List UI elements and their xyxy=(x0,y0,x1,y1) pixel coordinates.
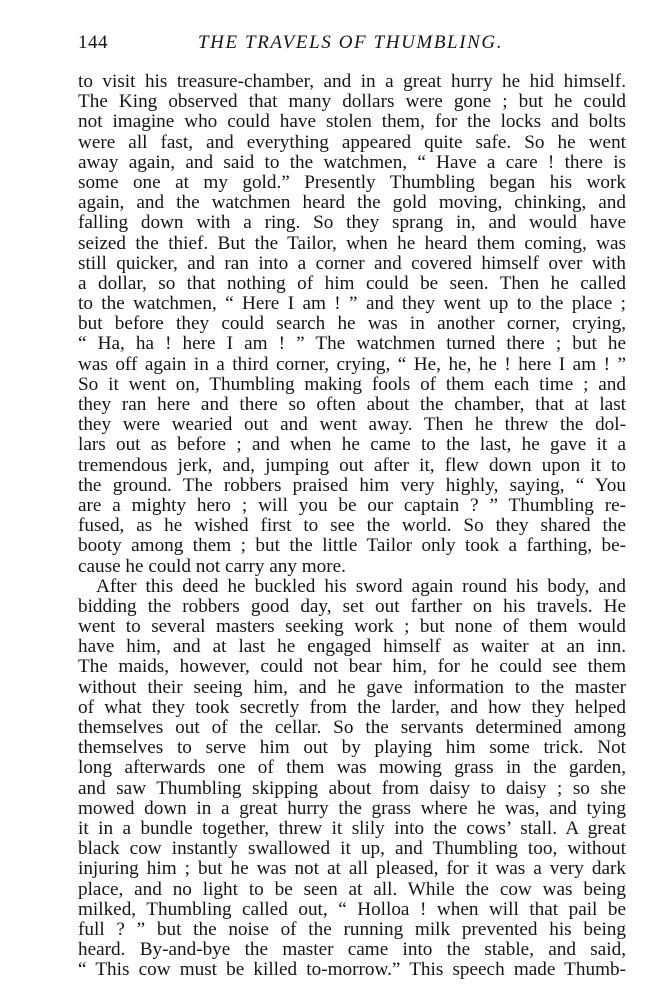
text-line: it in a bundle together, threw it slily into the cows’ stall. A great xyxy=(78,817,626,839)
page-number: 144 xyxy=(78,32,108,53)
text-line: some one at my gold.” Presently Thumbling began his work xyxy=(78,171,626,193)
text-line: the ground. The robbers praised him very highly, saying, “ You xyxy=(78,474,626,496)
text-line: bidding the robbers good day, set out farther on his travels. He xyxy=(78,595,626,617)
body-text xyxy=(78,72,626,980)
text-line: The maids, however, could not bear him, for he could see them xyxy=(78,656,626,678)
text-line: are a mighty hero ; will you be our captain ? ” Thumbling re- xyxy=(78,494,626,516)
text-line: not imagine who could have stolen them, for the locks and bolts xyxy=(78,111,626,133)
text-line: without their seeing him, and he gave information to the master xyxy=(78,676,626,698)
text-line: they ran here and there so often about the chamber, that at last xyxy=(78,394,626,415)
text-line: to visit his treasure-chamber, and in a great hurry he hid himself. xyxy=(78,71,626,92)
text-line: away again, and said to the watchmen, “ Have a care ! there is xyxy=(78,151,626,173)
text-line: seized the thief. But the Tailor, when he heard them coming, was xyxy=(78,232,626,254)
text-line: cause he could not carry any more. xyxy=(78,555,346,577)
text-line: have him, and at last he engaged himself as waiter at an inn. xyxy=(78,636,626,658)
text-line: mowed down in a great hurry the grass where he was, and tying xyxy=(78,797,626,819)
paragraph-2 xyxy=(78,577,626,981)
text-line: full ? ” but the noise of the running milk prevented his being xyxy=(78,918,626,940)
text-line: still quicker, and ran into a corner and covered himself over with xyxy=(78,252,626,274)
text-line: The King observed that many dollars were gone ; but he could xyxy=(78,91,626,113)
text-line: to the watchmen, “ Here I am ! ” and they went up to the place ; xyxy=(78,293,626,315)
text-line: After this deed he buckled his sword again round his body, and xyxy=(96,575,626,597)
text-line: milked, Thumbling called out, “ Holloa ! when will that pail be xyxy=(78,898,626,920)
paragraph-1 xyxy=(78,72,626,577)
text-line: again, and the watchmen heard the gold moving, chinking, and xyxy=(78,192,626,214)
text-line: were all fast, and everything appeared quite safe. So he went xyxy=(78,131,626,153)
text-line: themselves out of the cellar. So the servants determined among xyxy=(78,717,626,738)
text-line: heard. By-and-bye the master came into the stable, and said, xyxy=(78,939,626,961)
text-line: tremendous jerk, and, jumping out after it, flew down upon it to xyxy=(78,454,626,476)
running-title: THE TRAVELS OF THUMBLING. xyxy=(198,32,504,53)
text-line: a dollar, so that nothing of him could be seen. Then he called xyxy=(78,272,626,294)
text-line: place, and no light to be seen at all. While the cow was being xyxy=(78,878,626,900)
text-line: long afterwards one of them was mowing grass in the garden, xyxy=(78,757,626,779)
text-line: black cow instantly swallowed it up, and Thumbling too, without xyxy=(78,838,626,860)
text-line: falling down with a ring. So they sprang in, and would have xyxy=(78,212,626,234)
text-line: of what they took secretly from the larder, and how they helped xyxy=(78,696,626,718)
text-line: fused, as he wished first to see the world. So they shared the xyxy=(78,515,626,537)
text-line: So it went on, Thumbling making fools of them each time ; and xyxy=(78,373,626,395)
text-line: lars out as before ; and when he came to the last, he gave it a xyxy=(78,434,626,456)
text-line: booty among them ; but the little Tailor only took a farthing, be- xyxy=(78,535,626,557)
text-line: and saw Thumbling skipping about from daisy to daisy ; so she xyxy=(78,777,626,799)
text-line: was off again in a third corner, crying, “ He, he, he ! here I am ! ” xyxy=(78,353,626,375)
text-line: “ This cow must be killed to-morrow.” This speech made Thumb- xyxy=(78,959,626,981)
text-line: “ Ha, ha ! here I am ! ” The watchmen turned there ; but he xyxy=(78,333,626,355)
running-head xyxy=(78,32,626,56)
text-line: went to several masters seeking work ; but none of them would xyxy=(78,616,626,638)
text-line: themselves to serve him out by playing him some trick. Not xyxy=(78,737,626,759)
text-line: they were wearied out and went away. Then he threw the dol- xyxy=(78,414,626,436)
text-line: but before they could search he was in another corner, crying, xyxy=(78,313,626,335)
text-line: injuring him ; but he was not at all pleased, for it was a very dark xyxy=(78,858,626,880)
